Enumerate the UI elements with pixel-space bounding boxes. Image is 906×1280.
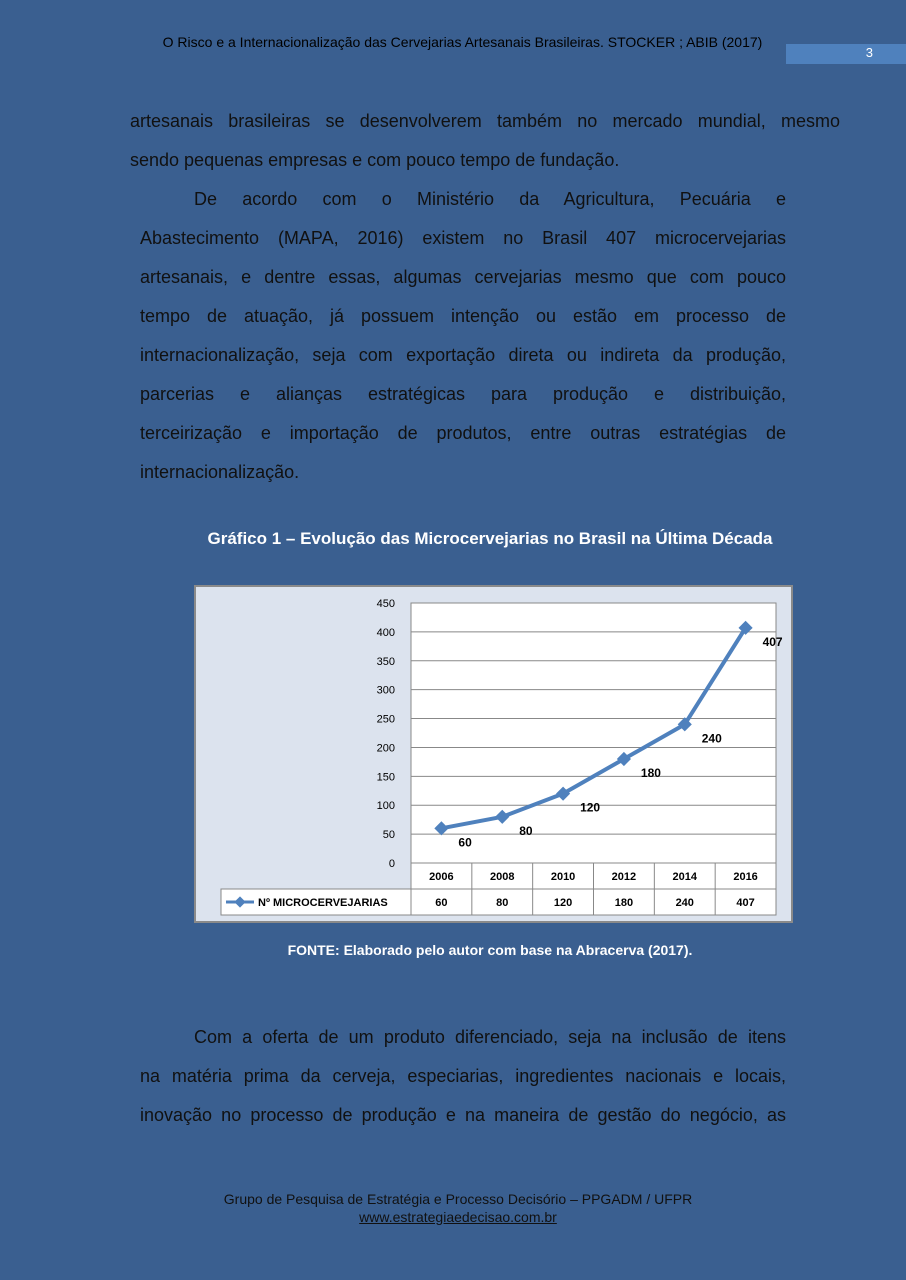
text-line: na matéria prima da cerveja, especiarias, ingredientes nacionais e locais,	[140, 1066, 786, 1086]
x-tick-label: 2012	[611, 871, 637, 883]
data-table-value: 80	[496, 897, 509, 909]
text-line: parcerias e alianças estratégicas para produção e distribuição,	[140, 384, 786, 404]
data-table-value: 240	[675, 897, 694, 909]
x-tick-label: 2016	[733, 871, 758, 883]
data-label: 407	[762, 634, 783, 649]
x-tick-label: 2008	[490, 871, 515, 883]
legend-label: Nº MICROCERVEJARIAS	[258, 897, 388, 909]
y-tick-label: 150	[376, 771, 395, 784]
data-table-value: 407	[736, 897, 755, 909]
running-header: O Risco e a Internacionalização das Cervejarias Artesanais Brasileiras. STOCKER ; ABIB (2017)	[162, 34, 763, 50]
paragraph-3	[140, 1018, 786, 1135]
data-label: 180	[640, 766, 661, 780]
page-number-tab	[786, 44, 906, 64]
chart-title: Gráfico 1 – Evolução das Microcervejarias no Brasil na Última Década	[207, 529, 773, 548]
y-tick-label: 100	[376, 800, 395, 813]
data-table-value: 60	[435, 897, 448, 909]
x-tick-label: 2006	[429, 871, 454, 883]
x-tick-label: 2010	[550, 871, 576, 883]
footer-group-name: Grupo de Pesquisa de Estratégia e Processo Decisório – PPGADM / UFPR	[223, 1191, 693, 1207]
text-line: artesanais brasileiras se desenvolverem também no mercado mundial, mesmo	[130, 111, 840, 131]
text-line: De acordo com o Ministério da Agricultura, Pecuária e	[194, 189, 786, 209]
y-tick-label: 200	[376, 742, 395, 755]
data-label: 80	[519, 823, 533, 838]
y-tick-label: 50	[382, 829, 395, 842]
data-table-value: 180	[614, 897, 634, 909]
y-tick-label: 250	[376, 713, 395, 726]
data-table-value: 120	[553, 897, 573, 909]
y-tick-label: 0	[388, 858, 395, 870]
paragraph-2	[140, 180, 786, 492]
y-tick-label: 450	[376, 598, 395, 610]
chart-frame	[194, 585, 793, 923]
line-chart	[196, 587, 791, 921]
paragraph-1	[130, 102, 840, 180]
y-tick-label: 300	[376, 684, 395, 697]
y-tick-label: 350	[376, 655, 395, 668]
data-label: 120	[580, 800, 601, 815]
text-line: inovação no processo de produção e na maneira de gestão do negócio, as	[140, 1105, 786, 1125]
y-tick-label: 400	[376, 626, 395, 639]
text-line: tempo de atuação, já possuem intenção ou estão em processo de	[140, 306, 786, 326]
text-line: sendo pequenas empresas e com pouco tempo de fundação.	[130, 150, 620, 170]
text-line: internacionalização.	[140, 462, 300, 482]
data-label: 240	[701, 731, 722, 746]
x-tick-label: 2014	[672, 871, 697, 883]
chart-source: FONTE: Elaborado pelo autor com base na Abracerva (2017).	[287, 942, 693, 958]
data-label: 60	[458, 835, 472, 850]
page-footer	[0, 1190, 906, 1226]
page-number: 3	[865, 45, 873, 60]
footer-website-link[interactable]: www.estrategiaedecisao.com.br	[359, 1209, 557, 1225]
text-line: Com a oferta de um produto diferenciado, seja na inclusão de itens	[194, 1027, 786, 1047]
text-line: terceirização e importação de produtos, entre outras estratégias de	[140, 423, 786, 443]
text-line: artesanais, e dentre essas, algumas cervejarias mesmo que com pouco	[140, 267, 786, 287]
text-line: Abastecimento (MAPA, 2016) existem no Brasil 407 microcervejarias	[140, 228, 786, 248]
text-line: internacionalização, seja com exportação direta ou indireta da produção,	[140, 345, 786, 365]
